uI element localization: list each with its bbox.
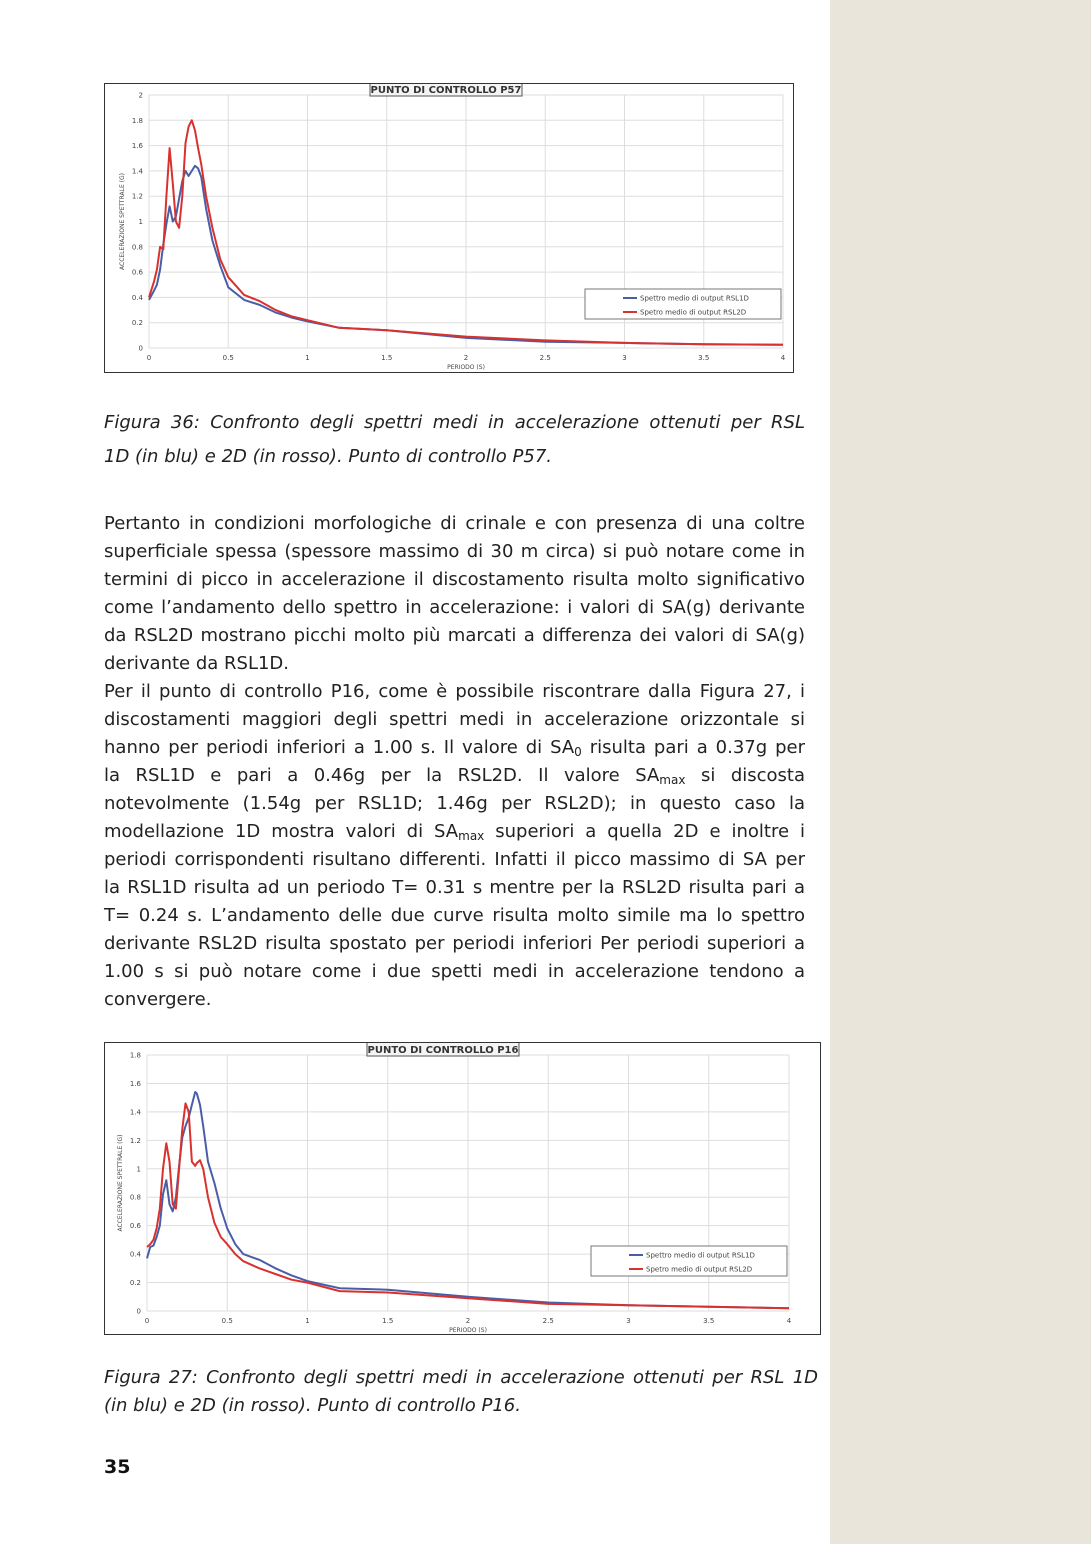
x-tick-label: 3 bbox=[626, 1317, 631, 1325]
caption-line-2: (in blu) e 2D (in rosso). Punto di controllo P16. bbox=[104, 1395, 521, 1416]
figure-caption-p57 bbox=[104, 406, 805, 474]
paragraph-1 bbox=[104, 510, 805, 678]
y-axis-label: ACCELERAZIONE SPETTRALE (G) bbox=[117, 1134, 124, 1232]
text-line: la RSL1D risulta ad un periodo T= 0.31 s mentre per la RSL2D risulta pari a bbox=[104, 877, 805, 898]
y-tick-label: 0.4 bbox=[129, 1250, 141, 1259]
text-line bbox=[104, 734, 805, 762]
y-tick-label: 1 bbox=[136, 1165, 141, 1174]
x-tick-label: 4 bbox=[780, 354, 786, 362]
text-line: superficiale spessa (spessore massimo di 30 m circa) si può notare come in bbox=[104, 541, 805, 562]
x-tick-label: 0 bbox=[146, 354, 152, 362]
text-line: derivante da RSL1D. bbox=[104, 653, 290, 674]
y-tick-label: 0.6 bbox=[129, 1222, 141, 1231]
text-run: si discosta bbox=[685, 765, 805, 786]
x-tick-label: 3 bbox=[622, 354, 627, 362]
x-tick-label: 0.5 bbox=[221, 1317, 233, 1325]
text-line: 1.00 s si può notare come i due spetti medi in accelerazione tendono a bbox=[104, 961, 805, 982]
y-tick-label: 0.8 bbox=[129, 1193, 141, 1202]
chart-figure-p16 bbox=[104, 1042, 821, 1335]
text-line bbox=[104, 818, 805, 846]
y-tick-label: 2 bbox=[138, 91, 143, 100]
text-line: discostamenti maggiori degli spettri medi in accelerazione orizzontale si bbox=[104, 709, 805, 730]
text-line: come l’andamento dello spettro in accelerazione: i valori di SA(g) derivante bbox=[104, 597, 805, 618]
subscript: 0 bbox=[574, 745, 582, 759]
y-tick-label: 0 bbox=[138, 344, 143, 353]
chart-figure-p57 bbox=[104, 83, 794, 373]
x-tick-label: 2.5 bbox=[539, 354, 551, 362]
body-text bbox=[104, 510, 805, 1014]
text-line: Pertanto in condizioni morfologiche di crinale e con presenza di una coltre bbox=[104, 513, 805, 534]
y-tick-label: 0.8 bbox=[131, 243, 143, 252]
legend-label: Spettro medio di output RSL1D bbox=[640, 294, 749, 303]
x-tick-label: 2 bbox=[465, 1317, 471, 1325]
chart-p57 bbox=[105, 84, 793, 372]
text-run: risulta pari a 0.37g per bbox=[581, 737, 805, 758]
text-line: notevolmente (1.54g per RSL1D; 1.46g per RSL2D); in questo caso la bbox=[104, 793, 805, 814]
y-tick-label: 1 bbox=[138, 218, 143, 226]
text-run: superiori a quella 2D e inoltre i bbox=[484, 821, 805, 842]
text-run: la RSL1D e pari a 0.46g per la RSL2D. Il valore SA bbox=[104, 765, 660, 786]
x-tick-label: 0 bbox=[144, 1317, 150, 1325]
x-tick-label: 4 bbox=[786, 1317, 792, 1325]
y-tick-label: 1.6 bbox=[131, 142, 143, 151]
text-run: hanno per periodi inferiori a 1.00 s. Il valore di SA bbox=[104, 737, 575, 758]
x-tick-label: 3.5 bbox=[698, 354, 710, 362]
y-tick-label: 0 bbox=[136, 1307, 141, 1316]
caption-line-2: 1D (in blu) e 2D (in rosso). Punto di controllo P57. bbox=[104, 446, 553, 467]
y-tick-label: 0.2 bbox=[129, 1279, 141, 1288]
caption-line-1: Figura 36: Confronto degli spettri medi in accelerazione ottenuti per RSL bbox=[104, 412, 805, 433]
y-tick-label: 1.6 bbox=[129, 1079, 141, 1088]
y-axis-label: ACCELERAZIONE SPETTRALE (G) bbox=[119, 173, 126, 270]
x-tick-label: 1 bbox=[305, 1317, 310, 1325]
x-axis-label: PERIODO (S) bbox=[447, 364, 485, 371]
text-line: convergere. bbox=[104, 989, 212, 1010]
text-line: T= 0.24 s. L’andamento delle due curve risulta molto simile ma lo spettro bbox=[104, 905, 805, 926]
text-line: Per il punto di controllo P16, come è possibile riscontrare dalla Figura 27, i bbox=[104, 681, 805, 702]
y-tick-label: 1.4 bbox=[131, 167, 143, 176]
x-tick-label: 1.5 bbox=[381, 354, 393, 362]
y-tick-label: 1.2 bbox=[129, 1136, 141, 1145]
legend-label: Spettro medio di output RSL1D bbox=[646, 1251, 755, 1260]
figure-caption-p16 bbox=[104, 1364, 818, 1420]
text-line: termini di picco in accelerazione il discostamento risulta molto significativo bbox=[104, 569, 805, 590]
x-tick-label: 1.5 bbox=[382, 1317, 394, 1325]
text-line bbox=[104, 762, 805, 790]
y-tick-label: 0.6 bbox=[131, 268, 143, 277]
legend-label: Spetro medio di output RSL2D bbox=[646, 1265, 753, 1274]
y-tick-label: 1.4 bbox=[129, 1108, 141, 1117]
page-number: 35 bbox=[104, 1456, 131, 1478]
x-axis-label: PERIODO (S) bbox=[449, 1327, 487, 1334]
y-tick-label: 1.2 bbox=[131, 192, 143, 201]
chart-p16 bbox=[105, 1043, 820, 1334]
caption-line-1: Figura 27: Confronto degli spettri medi in accelerazione ottenuti per RSL 1D bbox=[104, 1367, 818, 1388]
subscript: max bbox=[659, 773, 686, 787]
x-tick-label: 3.5 bbox=[703, 1317, 715, 1325]
paragraph-2 bbox=[104, 678, 805, 1014]
x-tick-label: 0.5 bbox=[222, 354, 234, 362]
x-tick-label: 2 bbox=[463, 354, 469, 362]
text-line: periodi corrispondenti risultano differenti. Infatti il picco massimo di SA per bbox=[104, 849, 805, 870]
y-tick-label: 0.4 bbox=[131, 293, 143, 302]
x-tick-label: 1 bbox=[305, 354, 310, 362]
text-line: da RSL2D mostrano picchi molto più marcati a differenza dei valori di SA(g) bbox=[104, 625, 805, 646]
text-line: derivante RSL2D risulta spostato per periodi inferiori Per periodi superiori a bbox=[104, 933, 805, 954]
chart-title: PUNTO DI CONTROLLO P16 bbox=[367, 1045, 519, 1056]
subscript: max bbox=[458, 829, 485, 843]
legend-label: Spetro medio di output RSL2D bbox=[640, 308, 747, 317]
x-tick-label: 2.5 bbox=[542, 1317, 554, 1325]
y-tick-label: 0.2 bbox=[131, 319, 143, 328]
y-tick-label: 1.8 bbox=[131, 116, 143, 125]
chart-title: PUNTO DI CONTROLLO P57 bbox=[370, 85, 522, 96]
y-tick-label: 1.8 bbox=[129, 1051, 141, 1060]
text-run: modellazione 1D mostra valori di SA bbox=[104, 821, 459, 842]
side-margin-band bbox=[830, 0, 1091, 1544]
